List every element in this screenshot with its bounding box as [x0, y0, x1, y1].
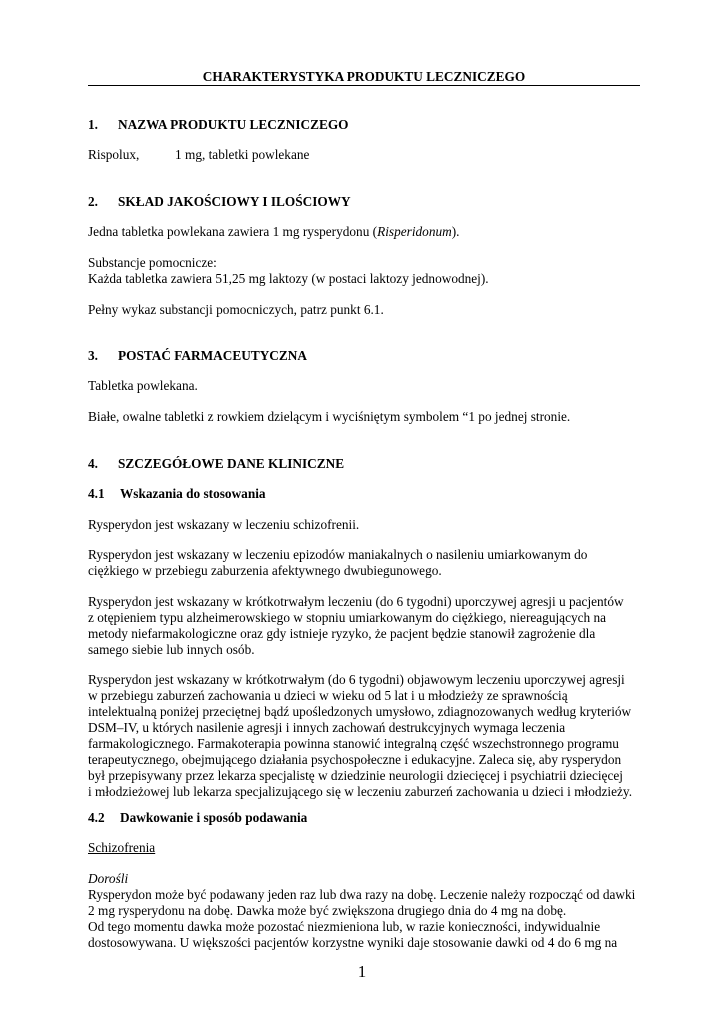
paragraph-line: ciężkiego w przebiegu zaburzenia afektywnego dwubiegunowego. — [88, 563, 442, 578]
subsection-4-2-title: Dawkowanie i sposób podawania — [120, 810, 308, 825]
subsection-4-1-number: 4.1 — [88, 486, 105, 501]
paragraph-line: dostosowywana. U większości pacjentów korzystne wyniki daje stosowanie dawki od 4 do 6 mg na — [88, 935, 618, 950]
adults-subheading: Dorośli — [88, 871, 129, 886]
excipients-lactose: Każda tabletka zawiera 51,25 mg laktozy (w postaci laktozy jednowodnej). — [88, 271, 489, 286]
dosage-form: Tabletka powlekana. — [88, 378, 198, 393]
document-title: CHARAKTERYSTYKA PRODUKTU LECZNICZEGO — [202, 69, 526, 84]
paragraph-line: 2 mg rysperydonu na dobę. Dawka może być zwiększona drugiego dnia do 4 mg na dobę. — [88, 903, 567, 918]
section-1-number: 1. — [88, 117, 98, 132]
excipients-reference: Pełny wykaz substancji pomocniczych, patrz punkt 6.1. — [88, 302, 384, 317]
page-number: 1 — [357, 962, 367, 981]
indication-mania — [88, 547, 587, 579]
section-1-heading — [88, 117, 349, 133]
paragraph-line: z otępieniem typu alzheimerowskiego w stopniu umiarkowanym do ciężkiego, niereagujących na — [88, 610, 607, 625]
indication-dementia-aggression — [88, 594, 624, 658]
section-2-heading — [88, 194, 351, 210]
paragraph-line: i młodzieżowej lub lekarza specjalizującego się w leczeniu zaburzeń zachowania u dzieci i młodzieży. — [88, 784, 633, 799]
section-2-number: 2. — [88, 194, 98, 209]
section-4-title: SZCZEGÓŁOWE DANE KLINICZNE — [118, 456, 345, 471]
title-underline — [88, 85, 640, 86]
section-3-number: 3. — [88, 348, 98, 363]
paragraph-line: Rysperydon jest wskazany w krótkotrwałym leczeniu (do 6 tygodni) uporczywej agresji u pacjentów — [88, 594, 624, 609]
adult-dosing-paragraph — [88, 887, 635, 951]
section-4-heading — [88, 456, 344, 472]
paragraph-line: samego siebie lub innych osób. — [88, 642, 255, 657]
section-3-heading — [88, 348, 307, 364]
paragraph-line: był przepisywany przez lekarza specjalistę w dziedzinie neurologii dziecięcej i psychiatrii dziecięcej — [88, 768, 623, 783]
paragraph-line: Rysperydon jest wskazany w leczeniu epizodów maniakalnych o nasileniu umiarkowanym do — [88, 547, 588, 562]
subsection-4-1-title: Wskazania do stosowania — [120, 486, 266, 501]
subsection-4-2-number: 4.2 — [88, 810, 105, 825]
section-4-number: 4. — [88, 456, 98, 471]
paragraph-line: farmakologicznego. Farmakoterapia powinna stanowić integralną część wszechstronnego programu — [88, 736, 619, 751]
paragraph-line: DSM–IV, u których nasilenie agresji i innych zachowań destrukcyjnych wymaga leczenia — [88, 720, 566, 735]
section-1-title: NAZWA PRODUKTU LECZNICZEGO — [118, 117, 349, 132]
indication-schizophrenia: Rysperydon jest wskazany w leczeniu schizofrenii. — [88, 517, 360, 532]
excipients-paragraph — [88, 255, 489, 287]
paragraph-line: w przebiegu zaburzeń zachowania u dzieci w wieku od 5 lat i u młodzieży ze sprawnością — [88, 688, 568, 703]
paragraph-line: terapeutycznego, obejmującego działania psychospołeczne i edukacyjne. Zaleca się, aby rysperydon — [88, 752, 622, 767]
schizophrenia-subheading: Schizofrenia — [88, 840, 156, 855]
paragraph-line: intelektualną poniżej przeciętnej bądź upośledzonych umysłowo, zdiagnozowanych według kryteriów — [88, 704, 632, 719]
section-3-title: POSTAĆ FARMACEUTYCZNA — [118, 348, 307, 363]
paragraph-line: Od tego momentu dawka może pozostać niezmieniona lub, w razie konieczności, indywidualnie — [88, 919, 601, 934]
product-name-line — [88, 147, 309, 163]
paragraph-line: metody niefarmakologiczne oraz gdy istnieje ryzyko, że pacjent będzie stanowił zagrożenie dla — [88, 626, 596, 641]
composition-text-a: Jedna tabletka powlekana zawiera 1 mg rysperydonu ( — [88, 224, 378, 239]
paragraph-line: Rysperydon jest wskazany w krótkotrwałym (do 6 tygodni) objawowym leczeniu uporczywej agresji — [88, 672, 625, 687]
paragraph-line: Rysperydon może być podawany jeden raz lub dwa razy na dobę. Leczenie należy rozpocząć od dawki — [88, 887, 636, 902]
product-strength: 1 mg, tabletki powlekane — [175, 147, 310, 162]
subsection-4-2-heading — [88, 810, 307, 826]
indication-conduct-disorders — [88, 672, 632, 800]
tablet-description: Białe, owalne tabletki z rowkiem dzielącym i wyciśniętym symbolem “1 po jednej stronie. — [88, 409, 571, 424]
composition-text-b: ). — [451, 224, 460, 239]
section-2-title: SKŁAD JAKOŚCIOWY I ILOŚCIOWY — [118, 194, 351, 209]
composition-latin-name: Risperidonum — [377, 224, 452, 239]
composition-paragraph — [88, 224, 459, 240]
product-name: Rispolux, — [88, 147, 140, 162]
subsection-4-1-heading — [88, 486, 266, 502]
excipients-label: Substancje pomocnicze: — [88, 255, 217, 270]
